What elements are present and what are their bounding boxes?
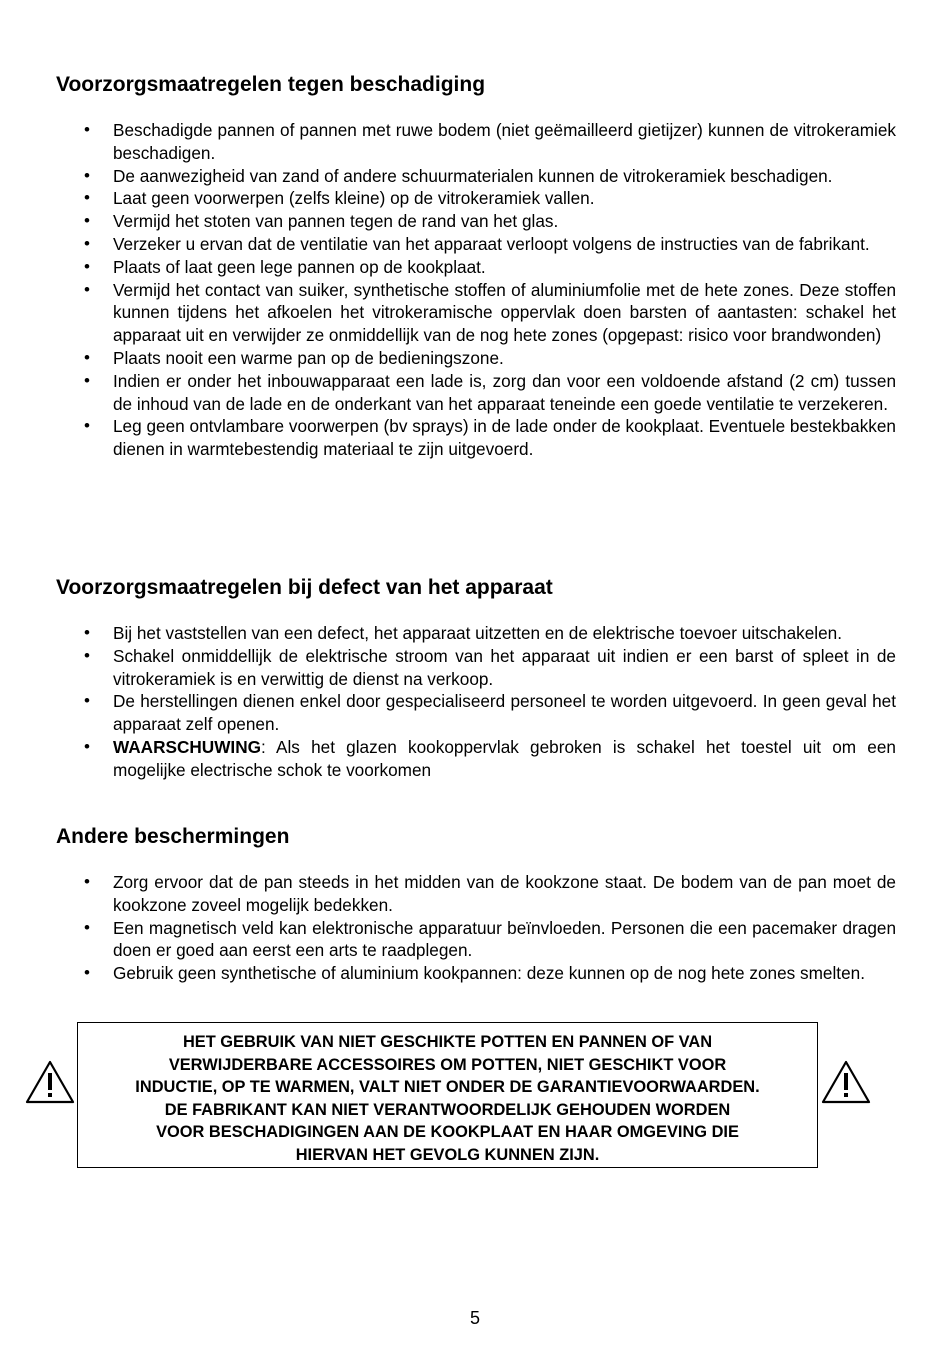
warning-box-line: VERWIJDERBARE ACCESSOIRES OM POTTEN, NIET GESCHIKT VOOR (168, 1055, 727, 1074)
list-item: • Verzeker u ervan dat de ventilatie van het apparaat verloopt volgens de instructies van de fabrikant. (56, 233, 896, 256)
warranty-warning-box (77, 1022, 818, 1168)
page-number: 5 (469, 1308, 480, 1328)
warning-label: WAARSCHUWING (113, 736, 261, 757)
list-item: • Vermijd het contact van suiker, synthetische stoffen of aluminiumfolie met de hete zones. Deze stoffen kunnen tijdens het afkoelen het vitrokeramische oppervlak doen barsten of aantasten: schakel het apparaat uit en verwijder ze onmiddellijk van de nog hete zones (opgepast: risico voor brandwonden) (56, 279, 896, 347)
list-item: • Bij het vaststellen van een defect, het apparaat uitzetten en de elektrische toevoer uitschakelen. (56, 622, 896, 645)
warning-box-line: INDUCTIE, OP TE WARMEN, VALT NIET ONDER DE GARANTIEVOORWAARDEN. (135, 1078, 760, 1096)
list-item: • Plaats of laat geen lege pannen op de kookplaat. (56, 256, 896, 279)
list-item: • Laat geen voorwerpen (zelfs kleine) op de vitrokeramiek vallen. (56, 187, 896, 210)
warning-box-line: DE FABRIKANT KAN NIET VERANTWOORDELIJK GEHOUDEN WORDEN (164, 1100, 731, 1119)
warning-box-line: HET GEBRUIK VAN NIET GESCHIKTE POTTEN EN PANNEN OF VAN (182, 1033, 713, 1051)
list-item: • Vermijd het stoten van pannen tegen de rand van het glas. (56, 210, 896, 233)
list-item: • Plaats nooit een warme pan op de bedieningszone. (56, 347, 896, 370)
list-item: • Gebruik geen synthetische of aluminium kookpannen: deze kunnen op de nog hete zones smelten. (56, 962, 896, 985)
list-item: • Leg geen ontvlambare voorwerpen (bv sprays) in de lade onder de kookplaat. Eventuele bestekbakken dienen in warmtebestendig materiaal te zijn uitgevoerd. (56, 415, 896, 461)
section-defect-precautions (56, 575, 896, 782)
list-item: • De aanwezigheid van zand of andere schuurmaterialen kunnen de vitrokeramiek beschadigen. (56, 165, 896, 188)
list-item: • Schakel onmiddellijk de elektrische stroom van het apparaat uit indien er een barst of spleet in de vitrokeramiek is en verwittig de dienst na verkoop. (56, 645, 896, 691)
warning-text: : Als het glazen kookoppervlak gebroken is schakel het toestel uit om een mogelijke electrische schok te voorkomen (113, 736, 896, 780)
list-item: • De herstellingen dienen enkel door gespecialiseerd personeel te worden uitgevoerd. In geen geval het apparaat zelf openen. (56, 690, 896, 736)
section-heading: Andere beschermingen (56, 825, 290, 848)
warning-box-line: HIERVAN HET GEVOLG KUNNEN ZIJN. (295, 1145, 600, 1164)
section-heading: Voorzorgsmaatregelen tegen beschadiging (56, 73, 486, 96)
warning-triangle-icon (821, 1060, 871, 1104)
warning-box-line: VOOR BESCHADIGINGEN AAN DE KOOKPLAAT EN HAAR OMGEVING DIE (156, 1123, 739, 1141)
list-item: • Een magnetisch veld kan elektronische apparatuur beïnvloeden. Personen die een pacemaker dragen doen er goed aan eerst een arts te raadplegen. (56, 917, 896, 963)
warning-triangle-icon (25, 1060, 75, 1104)
section-damage-precautions (56, 72, 896, 461)
section-other-protections (56, 824, 896, 985)
section-heading: Voorzorgsmaatregelen bij defect van het apparaat (56, 576, 553, 599)
bullet-list (56, 622, 896, 782)
bullet-list (56, 871, 896, 985)
list-item: • Indien er onder het inbouwapparaat een lade is, zorg dan voor een voldoende afstand (2 cm) tussen de inhoud van de lade en de onderkant van het apparaat teneinde een goede ventilatie te verzekeren. (56, 370, 896, 416)
bullet-list (56, 119, 896, 461)
list-item: • Beschadigde pannen of pannen met ruwe bodem (niet geëmailleerd gietijzer) kunnen de vitrokeramiek beschadigen. (56, 119, 896, 165)
list-item: • Zorg ervoor dat de pan steeds in het midden van de kookzone staat. De bodem van de pan moet de kookzone zoveel mogelijk bedekken. (56, 871, 896, 917)
list-item-warning (56, 736, 896, 782)
